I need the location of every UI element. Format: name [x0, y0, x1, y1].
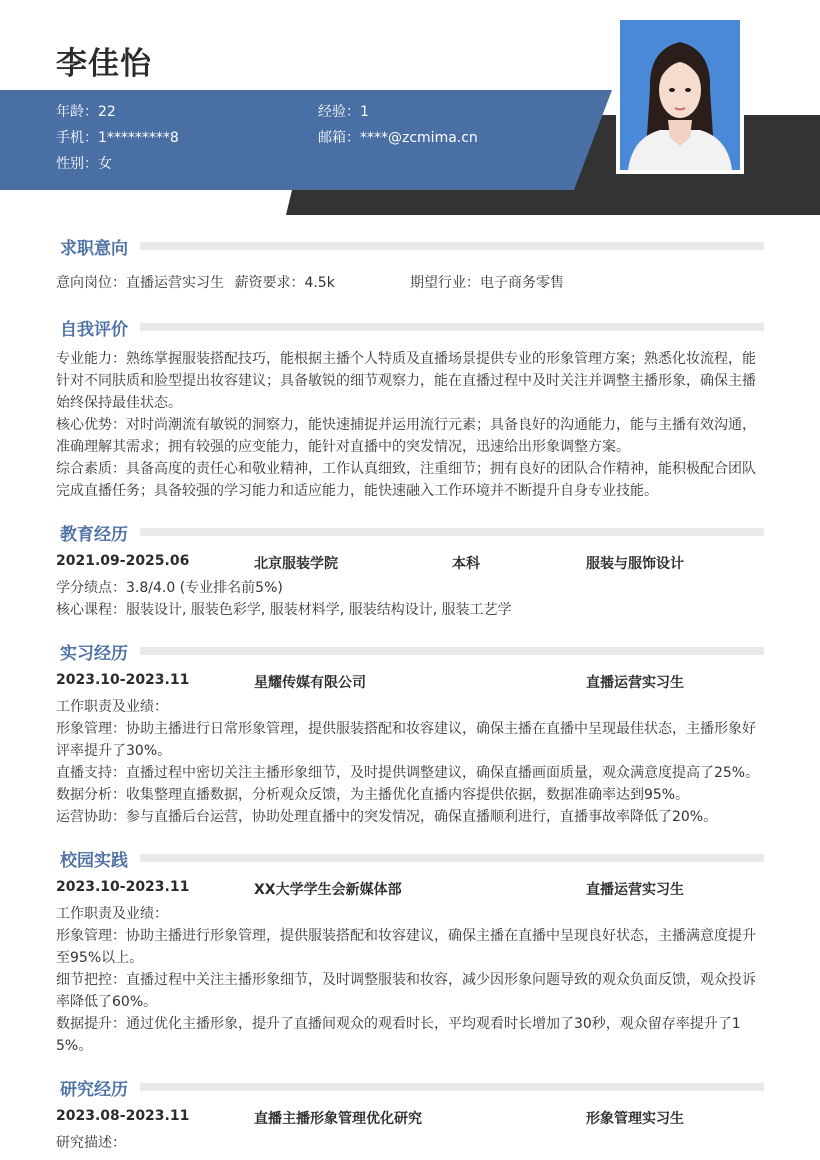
internship-line: 直播支持：直播过程中密切关注主播形象细节，及时提供调整建议，确保直播画面质量，观众满意度提高了25%。: [56, 765, 760, 781]
intent-industry: 期望行业：电子商务零售: [410, 275, 564, 291]
education-line: 核心课程：服装设计, 服装色彩学, 服装材料学, 服装结构设计, 服装工艺学: [56, 602, 512, 618]
self-eval-line: 始终保持最佳状态。: [56, 395, 182, 411]
campus-date: 2023.10-2023.11: [56, 879, 190, 895]
profile-photo: [616, 16, 744, 174]
section-campus: [56, 847, 764, 869]
research-row: [56, 1108, 764, 1130]
internship-line: 数据分析：收集整理直播数据，分析观众反馈，为主播优化直播内容提供依据，数据准确率达到95%。: [56, 787, 690, 803]
education-row: [56, 553, 764, 575]
info-email: 邮箱：****@zcmima.cn: [318, 130, 478, 146]
research-project: 直播主播形象管理优化研究: [254, 1111, 422, 1127]
research-line: 研究描述：: [56, 1135, 126, 1151]
info-experience: 经验：1: [318, 104, 369, 120]
internship-role: 直播运营实习生: [586, 675, 684, 691]
section-title: 教育经历: [60, 524, 128, 545]
intent-position: 意向岗位：直播运营实习生: [56, 275, 224, 291]
internship-line: 形象管理：协助主播进行日常形象管理，提供服装搭配和妆容建议，确保主播在直播中呈现最佳状态，主播形象好: [56, 721, 756, 737]
internship-line: 运营协助：参与直播后台运营，协助处理直播中的突发情况，确保直播顺利进行，直播事故率降低了20%。: [56, 809, 718, 825]
intent-salary: 薪资要求：4.5k: [234, 275, 335, 291]
campus-line: 数据提升：通过优化主播形象，提升了直播间观众的观看时长，平均观看时长增加了30秒，观众留存率提升了1: [56, 1016, 741, 1032]
section-divider: [140, 854, 764, 862]
section-internship: [56, 640, 764, 662]
internship-line: 工作职责及业绩：: [56, 699, 168, 715]
campus-org: XX大学学生会新媒体部: [254, 882, 402, 898]
self-eval-line: 针对不同肤质和脸型提出妆容建议；具备敏锐的细节观察力，能在直播过程中及时关注并调整主播形象，确保主播: [56, 373, 756, 389]
info-gender: 性别：女: [56, 156, 112, 172]
education-line: 学分绩点：3.8/4.0 (专业排名前5%): [56, 580, 283, 596]
campus-line: 形象管理：协助主播进行形象管理，提供服装搭配和妆容建议，确保主播在直播中呈现良好状态，主播满意度提升: [56, 928, 756, 944]
self-eval-line: 综合素质：具备高度的责任心和敬业精神，工作认真细致，注重细节；拥有良好的团队合作精神，能积极配合团队: [56, 461, 756, 477]
section-title: 实习经历: [60, 643, 128, 664]
intent-line: [56, 272, 764, 294]
campus-line: 5%。: [56, 1038, 93, 1054]
campus-line: 至95%以上。: [56, 950, 144, 966]
campus-row: [56, 879, 764, 901]
education-date: 2021.09-2025.06: [56, 553, 190, 569]
internship-date: 2023.10-2023.11: [56, 672, 190, 688]
section-intent: [56, 235, 764, 257]
section-divider: [140, 647, 764, 655]
education-major: 服装与服饰设计: [586, 556, 684, 572]
section-divider: [140, 323, 764, 331]
self-eval-line: 核心优势：对时尚潮流有敏锐的洞察力，能快速捕捉并运用流行元素；具备良好的沟通能力，能与主播有效沟通，: [56, 417, 756, 433]
section-title: 自我评价: [60, 319, 128, 340]
section-education: [56, 521, 764, 543]
campus-line: 细节把控：直播过程中关注主播形象细节，及时调整服装和妆容，减少因形象问题导致的观众负面反馈，观众投诉: [56, 972, 756, 988]
section-divider: [140, 528, 764, 536]
section-divider: [140, 1083, 764, 1091]
section-title: 研究经历: [60, 1079, 128, 1100]
education-school: 北京服装学院: [254, 556, 338, 572]
section-research: [56, 1076, 764, 1098]
research-date: 2023.08-2023.11: [56, 1108, 190, 1124]
research-role: 形象管理实习生: [586, 1111, 684, 1127]
campus-line: 率降低了60%。: [56, 994, 158, 1010]
info-age: 年龄：22: [56, 104, 116, 120]
info-phone: 手机：1*********8: [56, 130, 179, 146]
self-eval-line: 专业能力：熟练掌握服装搭配技巧，能根据主播个人特质及直播场景提供专业的形象管理方案；熟悉化妆流程，能: [56, 351, 756, 367]
campus-line: 工作职责及业绩：: [56, 906, 168, 922]
self-eval-line: 完成直播任务；具备较强的学习能力和适应能力，能快速融入工作环境并不断提升自身专业技能。: [56, 483, 658, 499]
section-self-eval: [56, 316, 764, 338]
section-divider: [140, 242, 764, 250]
campus-role: 直播运营实习生: [586, 882, 684, 898]
education-degree: 本科: [452, 556, 480, 572]
self-eval-line: 准确理解其需求；拥有较强的应变能力，能针对直播中的突发情况，迅速给出形象调整方案。: [56, 439, 630, 455]
portrait-illustration: [620, 20, 740, 170]
candidate-name: 李佳怡: [56, 46, 152, 82]
section-title: 校园实践: [60, 850, 128, 871]
internship-row: [56, 672, 764, 694]
internship-line: 评率提升了30%。: [56, 743, 172, 759]
section-title: 求职意向: [60, 238, 128, 259]
internship-company: 星耀传媒有限公司: [254, 675, 366, 691]
